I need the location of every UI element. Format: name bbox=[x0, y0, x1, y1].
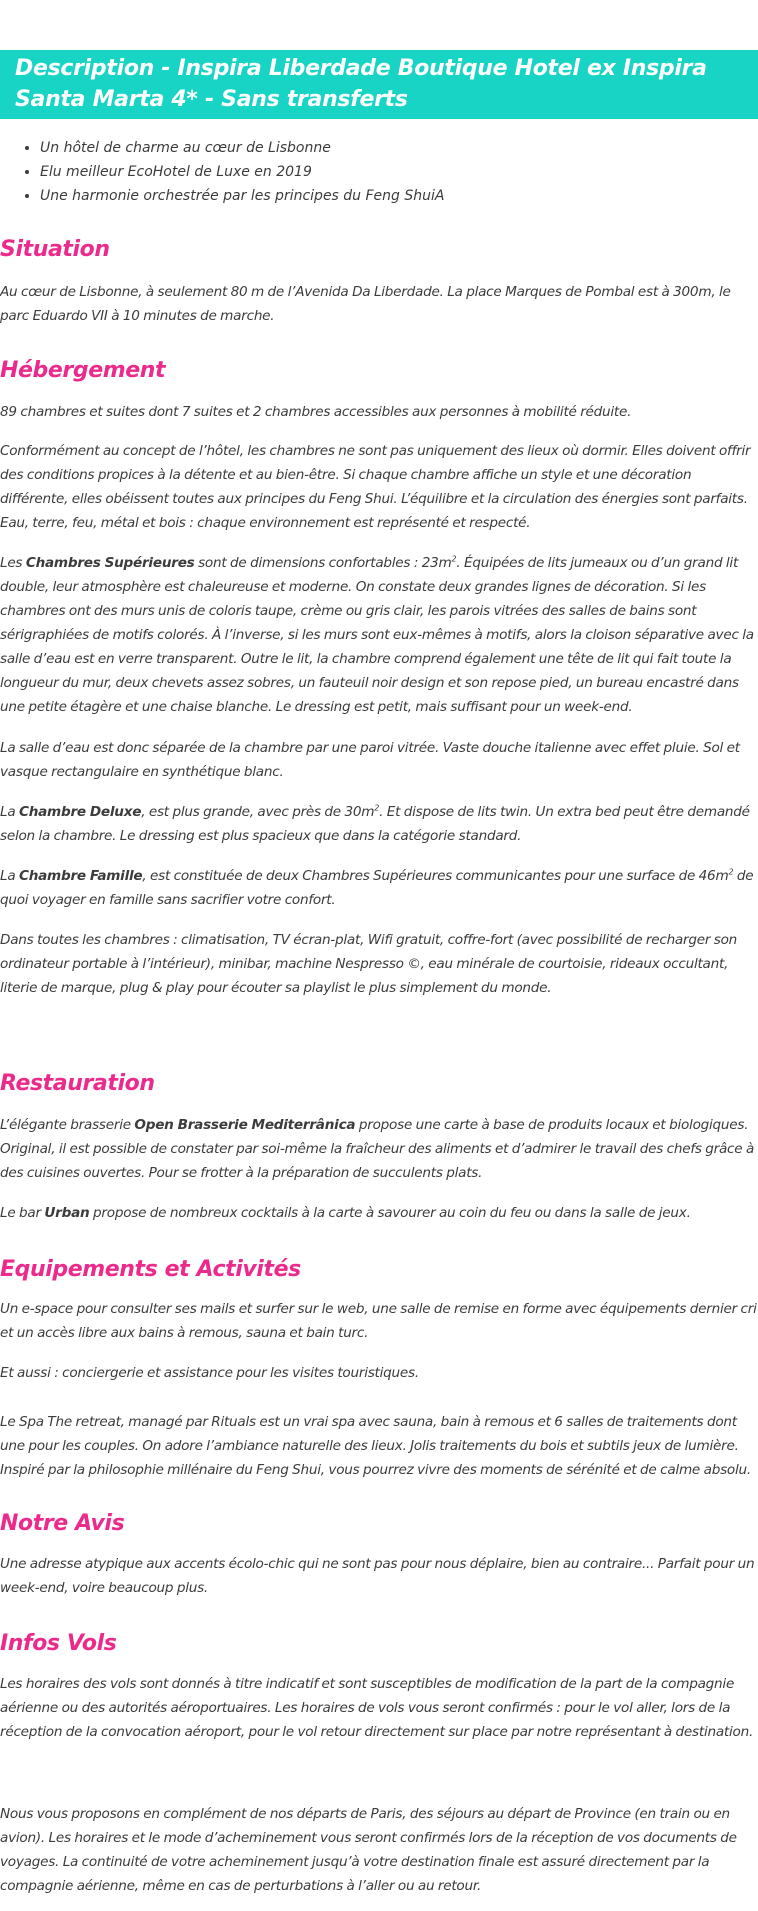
text: , est constituée de deux Chambres Supérieures communicantes pour une surface de 46m bbox=[142, 868, 729, 884]
superscript: 2 bbox=[374, 803, 380, 813]
highlight-item: • Un hôtel de charme au cœur de Lisbonne bbox=[40, 136, 444, 160]
text: propose une carte à base de produits locaux et biologiques. Original, il est possible de constater par soi-même la fraîcheur des aliments et d’admirer le travail des chefs grâce à des cuisines ouvertes. Pour se frotter à la préparation de succulents plats. bbox=[0, 1117, 755, 1181]
section-situation bbox=[0, 236, 758, 264]
paragraph-block bbox=[0, 1672, 758, 1744]
section-heading: Situation bbox=[0, 237, 110, 262]
highlight-item: • Une harmonie orchestrée par les principes du Feng ShuiA bbox=[40, 184, 444, 208]
paragraph-block bbox=[0, 800, 758, 848]
section-avis bbox=[0, 1510, 758, 1538]
room-type-name: Chambres Supérieures bbox=[25, 555, 195, 571]
paragraph-brasserie bbox=[0, 1113, 758, 1185]
room-type-name: Chambre Famille bbox=[18, 868, 143, 884]
section-vols bbox=[0, 1630, 758, 1658]
paragraph: Conformément au concept de l’hôtel, les chambres ne sont pas uniquement des lieux où dormir. Elles doivent offrir des conditions propices à la détente et au bien-être. Si chaque chambre affiche un style et une décoration différente, elles obéissent toutes aux principes du Feng Shui. L’équilibre et la circulation des énergies sont parfaits. Eau, terre, feu, métal et bois : chaque environnement est représenté et respecté. bbox=[0, 443, 751, 531]
superscript: 2 bbox=[728, 867, 734, 877]
section-hebergement bbox=[0, 357, 758, 385]
paragraph: Nous vous proposons en complément de nos départs de Paris, des séjours au départ de Province (en train ou en avion). Les horaires et le mode d’acheminement vous seront confirmés lors de la réception de vos documents de voyages. La continuité de votre acheminement jusqu’à votre destination finale est assuré directement par la compagnie aérienne, même en cas de perturbations à l’aller ou au retour. bbox=[0, 1806, 737, 1894]
paragraph: Les horaires des vols sont donnés à titre indicatif et sont susceptibles de modification de la part de la compagnie aérienne ou des autorités aéroportuaires. Les horaires de vols vous seront confirmés : pour le vol aller, lors de la réception de la convocation aéroport, pour le vol retour directement sur place par notre représentant à destination. bbox=[0, 1676, 754, 1740]
paragraph-block bbox=[0, 1297, 758, 1345]
highlights-list bbox=[0, 136, 444, 208]
text: . Et dispose de lits twin. Un extra bed peut être demandé selon la chambre. Le dressing est plus spacieux que dans la catégorie standard. bbox=[0, 804, 750, 844]
text: Les bbox=[0, 555, 26, 571]
paragraph-block bbox=[0, 736, 758, 784]
paragraph-block bbox=[0, 1410, 758, 1482]
restaurant-name: Open Brasserie Mediterrânica bbox=[134, 1117, 356, 1133]
text: sont de dimensions confortables : 23m bbox=[194, 555, 452, 571]
section-heading: Hébergement bbox=[0, 358, 166, 383]
section-heading: Infos Vols bbox=[0, 1631, 117, 1656]
paragraph-block bbox=[0, 439, 758, 535]
room-type-name: Chambre Deluxe bbox=[18, 804, 142, 820]
section-restauration bbox=[0, 1070, 758, 1098]
paragraph-block bbox=[0, 551, 758, 719]
paragraph-block bbox=[0, 1113, 758, 1185]
text: La bbox=[0, 804, 19, 820]
paragraph-famille bbox=[0, 864, 758, 912]
paragraph-block bbox=[0, 928, 758, 1000]
highlight-item: • Elu meilleur EcoHotel de Luxe en 2019 bbox=[40, 160, 444, 184]
paragraph-block bbox=[0, 400, 758, 424]
text: , est plus grande, avec près de 30m bbox=[141, 804, 375, 820]
text: . Équipées de lits jumeaux ou d’un grand lit double, leur atmosphère est chaleureuse et moderne. On constate deux grandes lignes de décoration. Si les chambres ont des murs unis de coloris taupe, crème ou gris clair, les parois vitrées des salles de bains sont sérigraphiées de motifs colorés. À l’inverse, si les murs sont eux-mêmes à motifs, alors la cloison séparative avec la salle d’eau est en verre transparent. Outre le lit, la chambre comprend également une tête de lit qui fait toute la longueur du mur, deux chevets assez sobres, un fauteuil noir design et son repose pied, un bureau encastré dans une petite étagère et une chaise blanche. Le dressing est petit, mais suffisant pour un week-end. bbox=[0, 555, 754, 715]
section-heading: Notre Avis bbox=[0, 1511, 125, 1536]
text: L’élégante brasserie bbox=[0, 1117, 135, 1133]
paragraph: Une adresse atypique aux accents écolo-chic qui ne sont pas pour nous déplaire, bien au contraire... Parfait pour un week-end, voire beaucoup plus. bbox=[0, 1556, 755, 1596]
paragraph: Dans toutes les chambres : climatisation, TV écran-plat, Wifi gratuit, coffre-fort (avec possibilité de recharger son ordinateur portable à l’intérieur), minibar, machine Nespresso ©, eau minérale de courtoisie, rideaux occultant, literie de marque, plug & play pour écouter sa playlist le plus simplement du monde. bbox=[0, 932, 738, 996]
paragraph: Au cœur de Lisbonne, à seulement 80 m de l’Avenida Da Liberdade. La place Marques de Pombal est à 300m, le parc Eduardo VII à 10 minutes de marche. bbox=[0, 284, 731, 324]
paragraph-block bbox=[0, 1361, 758, 1385]
page-title: Description - Inspira Liberdade Boutique Hotel ex Inspira Santa Marta 4* - Sans transferts bbox=[15, 56, 707, 112]
paragraph-superieures bbox=[0, 551, 758, 719]
paragraph: Et aussi : conciergerie et assistance pour les visites touristiques. bbox=[0, 1365, 419, 1381]
paragraph: Un e-space pour consulter ses mails et surfer sur le web, une salle de remise en forme avec équipements dernier cri et un accès libre aux bains à remous, sauna et bain turc. bbox=[0, 1301, 757, 1341]
text: Le bar bbox=[0, 1205, 45, 1221]
paragraph-bar bbox=[0, 1201, 758, 1225]
text: de quoi voyager en famille sans sacrifier votre confort. bbox=[0, 868, 754, 908]
bar-name: Urban bbox=[44, 1205, 90, 1221]
section-equipements bbox=[0, 1256, 758, 1284]
title-banner bbox=[0, 50, 758, 119]
text: propose de nombreux cocktails à la carte à savourer au coin du feu ou dans la salle de jeux. bbox=[89, 1205, 691, 1221]
superscript: 2 bbox=[451, 554, 457, 564]
paragraph: La salle d’eau est donc séparée de la chambre par une paroi vitrée. Vaste douche italienne avec effet pluie. Sol et vasque rectangulaire en synthétique blanc. bbox=[0, 740, 740, 780]
paragraph-deluxe bbox=[0, 800, 758, 848]
paragraph-block bbox=[0, 864, 758, 912]
paragraph-block bbox=[0, 1802, 758, 1898]
section-situation-body bbox=[0, 280, 758, 328]
paragraph-block bbox=[0, 1201, 758, 1225]
paragraph-block bbox=[0, 1552, 758, 1600]
section-heading: Equipements et Activités bbox=[0, 1257, 301, 1282]
text: La bbox=[0, 868, 19, 884]
paragraph: Le Spa The retreat, managé par Rituals est un vrai spa avec sauna, bain à remous et 6 salles de traitements dont une pour les couples. On adore l’ambiance naturelle des lieux. Jolis traitements du bois et subtils jeux de lumière. Inspiré par la philosophie millénaire du Feng Shui, vous pourrez vivre des moments de sérénité et de calme absolu. bbox=[0, 1414, 751, 1478]
section-heading: Restauration bbox=[0, 1071, 155, 1096]
paragraph: 89 chambres et suites dont 7 suites et 2 chambres accessibles aux personnes à mobilité réduite. bbox=[0, 404, 632, 420]
